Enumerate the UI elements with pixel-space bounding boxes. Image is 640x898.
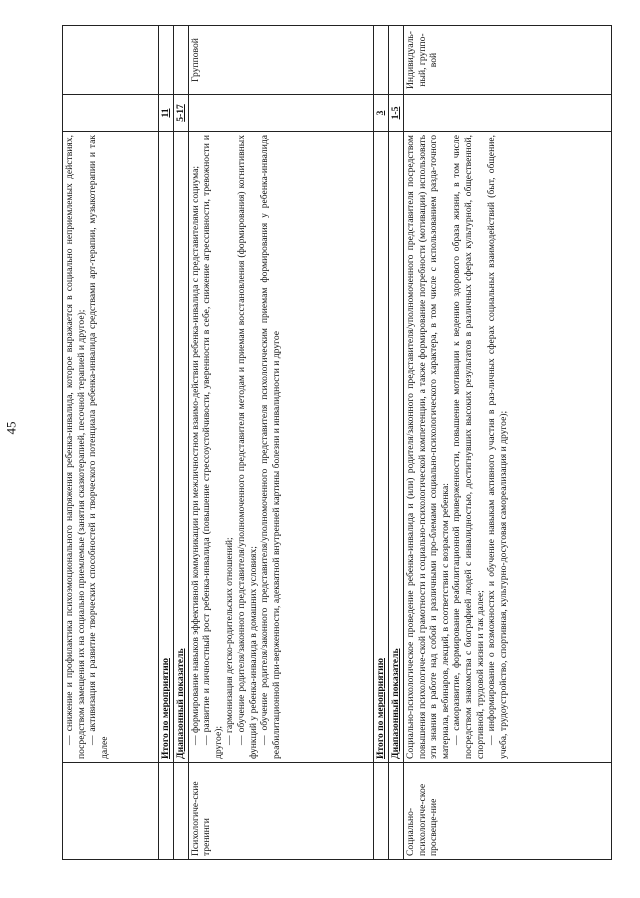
empty-cell — [374, 26, 389, 95]
description-intro: Социально-психологическое проведение ребенка-инвалида и (или) родителя/законного представителя/уполномоченного представителя посредством повышения психологиче-ской грамотности и социально-психологической компетенции, а также формирование потребности (мотивации) использовать эти знания в работе над собой и различными про-блемами социально-психологического характера, в том числе с использованием разда-точного материала, вебинаров, лекций, в соответствии с возрастом ребенка: — [405, 135, 451, 759]
page-number: 45 — [3, 421, 18, 435]
range-value: 1-5 — [389, 95, 404, 132]
rotated-table-sheet — [62, 25, 612, 860]
table-row — [404, 26, 612, 860]
total-label: Итого по мероприятию — [158, 132, 173, 763]
service-name-cell: Социально-психологиче-ское просвеще-ние — [404, 763, 612, 860]
empty-cell — [389, 763, 404, 860]
total-value: 11 — [158, 95, 173, 132]
empty-cell — [374, 763, 389, 860]
range-value: 5-17 — [173, 95, 188, 132]
description-bullet: — развитие и личностный рост ребенка-инвалида (повышение стрессоустойчивости, уверенности в себе, снижение агрессивности, тревожности и другое); — [201, 135, 224, 759]
range-label: Диапазонный показатель — [173, 132, 188, 763]
service-description-cell — [188, 132, 373, 763]
total-value: 3 — [374, 95, 389, 132]
count-cell — [404, 95, 612, 132]
empty-cell — [173, 26, 188, 95]
form-cell: Групповой — [188, 26, 373, 95]
count-cell — [188, 95, 373, 132]
table-row — [158, 26, 173, 860]
description-bullet: — формирование навыков эффективной коммуникации при межличностном взаимо-действии ребенка-инвалида с представителями социума; — [189, 165, 201, 745]
form-cell: Индивидуаль-ный, группо-вой — [404, 26, 612, 95]
empty-cell — [173, 763, 188, 860]
table-row — [63, 26, 159, 860]
table-row — [173, 26, 188, 860]
range-label: Диапазонный показатель — [389, 132, 404, 763]
description-bullet: — гармонизация детско-родительских отношений; — [224, 537, 236, 745]
description-bullet: — информирование о возможностях и обучение навыкам активного участия в раз-личных сферах социальных взаимодействий (быт, общение, учеба, трудоустройство, спортивная, культурно-досуговая самореализация и другое); — [486, 135, 509, 759]
service-description-cell — [404, 132, 612, 763]
table-row — [374, 26, 389, 860]
service-description-cell — [63, 132, 159, 763]
service-name-cell: Психологиче-ские тренинги — [188, 763, 373, 860]
description-bullet: — обучение родителя/законного представителя/уполномоченного представителя методам и приемам восстановления (формирования) когнитивных функций у ребенка-инвалида в домашних условиях; — [236, 135, 259, 759]
count-cell — [63, 95, 159, 132]
description-bullet: — саморазвитие, формирование реабилитационной приверженности, повышение мотивации к ведению здорового образа жизни, в том числе посредством знакомства с биографией людей с инвалидностью, достигнувших высоких результатов в различных сферах культурной, общественной, спортивной, трудовой жизни и так далее; — [451, 135, 486, 759]
description-bullet: — активизация и развитие творческих способностей и творческого потенциала ребенка-инвалида средствами арт-терапии, музыкотерапии и так далее — [87, 135, 110, 759]
empty-cell — [158, 26, 173, 95]
table-row — [188, 26, 373, 860]
total-label: Итого по мероприятию — [374, 132, 389, 763]
service-name-cell — [63, 763, 159, 860]
empty-cell — [158, 763, 173, 860]
table-row — [389, 26, 404, 860]
description-bullet: — снижение и профилактика психоэмоционального напряжения ребенка-инвалида, которое выражается в социально неприемлемых действиях, посредством замещения их на социально приемлемые (занятия сказкотерапией, песочной терапией и другое); — [64, 135, 87, 759]
services-table — [62, 25, 612, 860]
empty-cell — [389, 26, 404, 95]
description-bullet: — обучение родителя/законного представителя/уполномоченного представителя психологическим приемам формирования у ребенка-инвалида реабилитационной при-верженности, адекватной внутренней картины болезни и инвалидности и другое — [259, 135, 282, 759]
form-cell — [63, 26, 159, 95]
